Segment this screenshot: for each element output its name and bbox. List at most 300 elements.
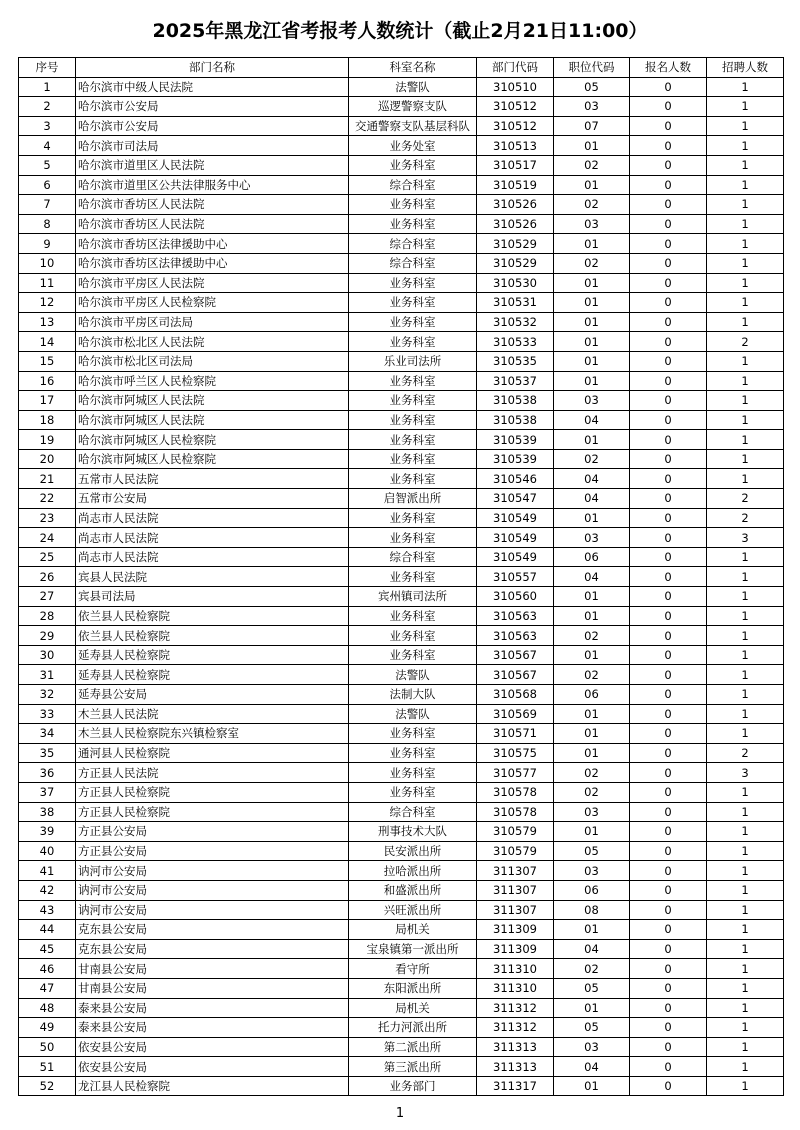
cell-applicants: 0 xyxy=(630,332,707,352)
cell-position-code: 06 xyxy=(554,547,630,567)
table-row xyxy=(19,587,784,607)
page-number: 1 xyxy=(395,1106,405,1121)
cell-applicants: 0 xyxy=(630,861,707,881)
cell-applicants: 0 xyxy=(630,253,707,273)
cell-department: 木兰县人民法院 xyxy=(76,704,349,724)
cell-seq: 35 xyxy=(19,743,76,763)
cell-hiring-count: 1 xyxy=(707,1057,784,1077)
cell-seq: 9 xyxy=(19,234,76,254)
cell-section: 综合科室 xyxy=(349,175,477,195)
cell-position-code: 05 xyxy=(554,841,630,861)
table-row xyxy=(19,547,784,567)
cell-applicants: 0 xyxy=(630,391,707,411)
cell-department: 哈尔滨市松北区司法局 xyxy=(76,351,349,371)
cell-applicants: 0 xyxy=(630,214,707,234)
cell-department: 方正县公安局 xyxy=(76,822,349,842)
cell-section: 托力河派出所 xyxy=(349,1018,477,1038)
cell-hiring-count: 1 xyxy=(707,116,784,136)
cell-dept-code: 310539 xyxy=(477,430,554,450)
cell-seq: 27 xyxy=(19,587,76,607)
cell-section: 宝泉镇第一派出所 xyxy=(349,939,477,959)
cell-hiring-count: 1 xyxy=(707,645,784,665)
cell-hiring-count: 1 xyxy=(707,782,784,802)
cell-section: 业务科室 xyxy=(349,606,477,626)
cell-section: 业务科室 xyxy=(349,293,477,313)
table-row xyxy=(19,606,784,626)
cell-department: 方正县人民法院 xyxy=(76,763,349,783)
table-row xyxy=(19,704,784,724)
cell-department: 方正县人民检察院 xyxy=(76,802,349,822)
cell-dept-code: 310526 xyxy=(477,195,554,215)
cell-position-code: 06 xyxy=(554,685,630,705)
cell-applicants: 0 xyxy=(630,567,707,587)
cell-applicants: 0 xyxy=(630,782,707,802)
cell-section: 综合科室 xyxy=(349,547,477,567)
cell-applicants: 0 xyxy=(630,547,707,567)
cell-department: 方正县人民检察院 xyxy=(76,782,349,802)
cell-seq: 17 xyxy=(19,391,76,411)
cell-hiring-count: 1 xyxy=(707,978,784,998)
cell-section: 综合科室 xyxy=(349,253,477,273)
cell-dept-code: 310577 xyxy=(477,763,554,783)
cell-hiring-count: 1 xyxy=(707,195,784,215)
cell-position-code: 03 xyxy=(554,528,630,548)
cell-department: 木兰县人民检察院东兴镇检察室 xyxy=(76,724,349,744)
cell-applicants: 0 xyxy=(630,234,707,254)
table-row xyxy=(19,880,784,900)
cell-department: 哈尔滨市平房区司法局 xyxy=(76,312,349,332)
cell-hiring-count: 2 xyxy=(707,332,784,352)
cell-position-code: 03 xyxy=(554,391,630,411)
table-row xyxy=(19,371,784,391)
header-dept-code: 部门代码 xyxy=(477,58,554,78)
cell-department: 五常市人民法院 xyxy=(76,469,349,489)
cell-hiring-count: 1 xyxy=(707,253,784,273)
cell-dept-code: 310532 xyxy=(477,312,554,332)
cell-seq: 2 xyxy=(19,97,76,117)
table-row xyxy=(19,939,784,959)
cell-hiring-count: 1 xyxy=(707,1037,784,1057)
table-row xyxy=(19,351,784,371)
cell-applicants: 0 xyxy=(630,685,707,705)
table-row xyxy=(19,332,784,352)
cell-hiring-count: 1 xyxy=(707,665,784,685)
cell-applicants: 0 xyxy=(630,489,707,509)
cell-seq: 34 xyxy=(19,724,76,744)
cell-position-code: 01 xyxy=(554,998,630,1018)
cell-department: 哈尔滨市司法局 xyxy=(76,136,349,156)
cell-dept-code: 310567 xyxy=(477,665,554,685)
cell-seq: 47 xyxy=(19,978,76,998)
cell-seq: 20 xyxy=(19,449,76,469)
table-row xyxy=(19,508,784,528)
cell-position-code: 02 xyxy=(554,626,630,646)
cell-dept-code: 310560 xyxy=(477,587,554,607)
cell-applicants: 0 xyxy=(630,430,707,450)
cell-department: 哈尔滨市中级人民法院 xyxy=(76,77,349,97)
cell-hiring-count: 1 xyxy=(707,959,784,979)
cell-position-code: 04 xyxy=(554,469,630,489)
cell-hiring-count: 1 xyxy=(707,97,784,117)
cell-section: 综合科室 xyxy=(349,234,477,254)
cell-section: 业务科室 xyxy=(349,449,477,469)
cell-hiring-count: 1 xyxy=(707,626,784,646)
cell-applicants: 0 xyxy=(630,528,707,548)
cell-section: 民安派出所 xyxy=(349,841,477,861)
cell-dept-code: 311309 xyxy=(477,920,554,940)
cell-hiring-count: 1 xyxy=(707,410,784,430)
cell-seq: 40 xyxy=(19,841,76,861)
cell-position-code: 02 xyxy=(554,959,630,979)
cell-hiring-count: 1 xyxy=(707,371,784,391)
cell-section: 第三派出所 xyxy=(349,1057,477,1077)
cell-section: 综合科室 xyxy=(349,802,477,822)
cell-dept-code: 310579 xyxy=(477,841,554,861)
cell-hiring-count: 3 xyxy=(707,528,784,548)
cell-dept-code: 310529 xyxy=(477,234,554,254)
cell-hiring-count: 1 xyxy=(707,293,784,313)
cell-position-code: 01 xyxy=(554,587,630,607)
cell-seq: 12 xyxy=(19,293,76,313)
table-row xyxy=(19,77,784,97)
table-row xyxy=(19,214,784,234)
cell-applicants: 0 xyxy=(630,312,707,332)
cell-seq: 44 xyxy=(19,920,76,940)
cell-section: 局机关 xyxy=(349,920,477,940)
cell-section: 业务科室 xyxy=(349,332,477,352)
cell-section: 第二派出所 xyxy=(349,1037,477,1057)
cell-dept-code: 310512 xyxy=(477,97,554,117)
cell-dept-code: 310569 xyxy=(477,704,554,724)
cell-applicants: 0 xyxy=(630,606,707,626)
table-row xyxy=(19,1076,784,1096)
page-title: 2025年黑龙江省考报考人数统计（截止2月21日11:00） xyxy=(152,20,648,42)
cell-seq: 28 xyxy=(19,606,76,626)
cell-applicants: 0 xyxy=(630,1076,707,1096)
cell-position-code: 02 xyxy=(554,253,630,273)
cell-hiring-count: 1 xyxy=(707,273,784,293)
cell-dept-code: 310547 xyxy=(477,489,554,509)
cell-position-code: 01 xyxy=(554,1076,630,1096)
cell-dept-code: 310549 xyxy=(477,547,554,567)
table-row xyxy=(19,528,784,548)
cell-applicants: 0 xyxy=(630,743,707,763)
cell-department: 尚志市人民法院 xyxy=(76,528,349,548)
cell-position-code: 01 xyxy=(554,293,630,313)
cell-applicants: 0 xyxy=(630,978,707,998)
cell-position-code: 03 xyxy=(554,214,630,234)
cell-seq: 7 xyxy=(19,195,76,215)
cell-seq: 3 xyxy=(19,116,76,136)
cell-section: 业务科室 xyxy=(349,195,477,215)
table-row xyxy=(19,998,784,1018)
cell-applicants: 0 xyxy=(630,175,707,195)
cell-department: 哈尔滨市道里区公共法律服务中心 xyxy=(76,175,349,195)
cell-dept-code: 310530 xyxy=(477,273,554,293)
cell-section: 业务科室 xyxy=(349,626,477,646)
header-section: 科室名称 xyxy=(349,58,477,78)
table-row xyxy=(19,234,784,254)
cell-dept-code: 310563 xyxy=(477,626,554,646)
cell-applicants: 0 xyxy=(630,1037,707,1057)
cell-dept-code: 310567 xyxy=(477,645,554,665)
table-row xyxy=(19,1018,784,1038)
cell-dept-code: 310533 xyxy=(477,332,554,352)
cell-hiring-count: 1 xyxy=(707,312,784,332)
cell-position-code: 06 xyxy=(554,880,630,900)
table-row xyxy=(19,97,784,117)
cell-dept-code: 310571 xyxy=(477,724,554,744)
cell-hiring-count: 1 xyxy=(707,841,784,861)
cell-applicants: 0 xyxy=(630,802,707,822)
cell-seq: 38 xyxy=(19,802,76,822)
cell-department: 宾县人民法院 xyxy=(76,567,349,587)
registration-table xyxy=(18,57,784,1096)
cell-position-code: 03 xyxy=(554,861,630,881)
cell-department: 宾县司法局 xyxy=(76,587,349,607)
cell-department: 克东县公安局 xyxy=(76,920,349,940)
cell-dept-code: 310578 xyxy=(477,782,554,802)
cell-section: 业务科室 xyxy=(349,410,477,430)
table-row xyxy=(19,253,784,273)
cell-hiring-count: 1 xyxy=(707,155,784,175)
cell-applicants: 0 xyxy=(630,273,707,293)
cell-section: 法制大队 xyxy=(349,685,477,705)
cell-applicants: 0 xyxy=(630,626,707,646)
cell-dept-code: 311312 xyxy=(477,998,554,1018)
cell-applicants: 0 xyxy=(630,645,707,665)
cell-dept-code: 310563 xyxy=(477,606,554,626)
table-row xyxy=(19,391,784,411)
cell-applicants: 0 xyxy=(630,587,707,607)
cell-dept-code: 310529 xyxy=(477,253,554,273)
cell-hiring-count: 1 xyxy=(707,391,784,411)
cell-section: 业务部门 xyxy=(349,1076,477,1096)
cell-position-code: 03 xyxy=(554,97,630,117)
cell-department: 方正县公安局 xyxy=(76,841,349,861)
cell-dept-code: 311310 xyxy=(477,978,554,998)
cell-seq: 14 xyxy=(19,332,76,352)
header-applicants: 报名人数 xyxy=(630,58,707,78)
cell-seq: 30 xyxy=(19,645,76,665)
cell-department: 克东县公安局 xyxy=(76,939,349,959)
cell-department: 讷河市公安局 xyxy=(76,880,349,900)
cell-position-code: 01 xyxy=(554,822,630,842)
cell-hiring-count: 1 xyxy=(707,234,784,254)
table-row xyxy=(19,136,784,156)
cell-applicants: 0 xyxy=(630,410,707,430)
cell-section: 拉哈派出所 xyxy=(349,861,477,881)
cell-position-code: 02 xyxy=(554,195,630,215)
cell-position-code: 07 xyxy=(554,116,630,136)
table-row xyxy=(19,1057,784,1077)
cell-position-code: 05 xyxy=(554,1018,630,1038)
cell-hiring-count: 1 xyxy=(707,685,784,705)
cell-applicants: 0 xyxy=(630,449,707,469)
cell-hiring-count: 1 xyxy=(707,1018,784,1038)
cell-section: 业务科室 xyxy=(349,567,477,587)
cell-applicants: 0 xyxy=(630,763,707,783)
cell-department: 哈尔滨市呼兰区人民检察院 xyxy=(76,371,349,391)
cell-position-code: 08 xyxy=(554,900,630,920)
cell-seq: 31 xyxy=(19,665,76,685)
cell-position-code: 01 xyxy=(554,332,630,352)
cell-section: 业务科室 xyxy=(349,528,477,548)
cell-position-code: 01 xyxy=(554,351,630,371)
cell-dept-code: 311310 xyxy=(477,959,554,979)
cell-department: 哈尔滨市香坊区法律援助中心 xyxy=(76,234,349,254)
cell-section: 启智派出所 xyxy=(349,489,477,509)
cell-dept-code: 310557 xyxy=(477,567,554,587)
cell-department: 延寿县人民检察院 xyxy=(76,645,349,665)
cell-position-code: 01 xyxy=(554,704,630,724)
cell-department: 甘南县公安局 xyxy=(76,978,349,998)
table-row xyxy=(19,567,784,587)
cell-department: 泰来县公安局 xyxy=(76,998,349,1018)
cell-applicants: 0 xyxy=(630,998,707,1018)
cell-dept-code: 310538 xyxy=(477,391,554,411)
cell-department: 延寿县公安局 xyxy=(76,685,349,705)
cell-hiring-count: 1 xyxy=(707,606,784,626)
cell-seq: 15 xyxy=(19,351,76,371)
cell-seq: 1 xyxy=(19,77,76,97)
cell-section: 巡逻警察支队 xyxy=(349,97,477,117)
cell-dept-code: 311313 xyxy=(477,1037,554,1057)
cell-position-code: 02 xyxy=(554,449,630,469)
table-row xyxy=(19,841,784,861)
cell-applicants: 0 xyxy=(630,1018,707,1038)
cell-applicants: 0 xyxy=(630,77,707,97)
cell-position-code: 01 xyxy=(554,743,630,763)
cell-position-code: 01 xyxy=(554,136,630,156)
cell-hiring-count: 1 xyxy=(707,802,784,822)
cell-hiring-count: 2 xyxy=(707,508,784,528)
cell-department: 依兰县人民检察院 xyxy=(76,606,349,626)
cell-section: 乐业司法所 xyxy=(349,351,477,371)
table-row xyxy=(19,195,784,215)
table-row xyxy=(19,861,784,881)
cell-hiring-count: 1 xyxy=(707,567,784,587)
cell-dept-code: 310512 xyxy=(477,116,554,136)
cell-department: 哈尔滨市平房区人民法院 xyxy=(76,273,349,293)
cell-applicants: 0 xyxy=(630,508,707,528)
cell-section: 业务科室 xyxy=(349,508,477,528)
cell-section: 业务科室 xyxy=(349,782,477,802)
cell-seq: 43 xyxy=(19,900,76,920)
cell-dept-code: 310546 xyxy=(477,469,554,489)
header-department: 部门名称 xyxy=(76,58,349,78)
cell-dept-code: 311307 xyxy=(477,900,554,920)
cell-dept-code: 310549 xyxy=(477,508,554,528)
cell-hiring-count: 1 xyxy=(707,704,784,724)
cell-position-code: 04 xyxy=(554,489,630,509)
cell-applicants: 0 xyxy=(630,665,707,685)
cell-seq: 10 xyxy=(19,253,76,273)
cell-applicants: 0 xyxy=(630,841,707,861)
cell-department: 尚志市人民法院 xyxy=(76,508,349,528)
cell-department: 哈尔滨市公安局 xyxy=(76,97,349,117)
cell-hiring-count: 1 xyxy=(707,1076,784,1096)
cell-position-code: 02 xyxy=(554,782,630,802)
cell-seq: 13 xyxy=(19,312,76,332)
cell-seq: 50 xyxy=(19,1037,76,1057)
cell-department: 尚志市人民法院 xyxy=(76,547,349,567)
cell-position-code: 04 xyxy=(554,939,630,959)
cell-applicants: 0 xyxy=(630,136,707,156)
cell-applicants: 0 xyxy=(630,371,707,391)
cell-position-code: 05 xyxy=(554,978,630,998)
cell-seq: 16 xyxy=(19,371,76,391)
cell-applicants: 0 xyxy=(630,900,707,920)
cell-section: 业务科室 xyxy=(349,214,477,234)
cell-position-code: 05 xyxy=(554,77,630,97)
cell-seq: 52 xyxy=(19,1076,76,1096)
cell-department: 通河县人民检察院 xyxy=(76,743,349,763)
cell-position-code: 01 xyxy=(554,645,630,665)
table-row xyxy=(19,900,784,920)
cell-position-code: 02 xyxy=(554,155,630,175)
cell-hiring-count: 1 xyxy=(707,822,784,842)
cell-position-code: 04 xyxy=(554,567,630,587)
cell-position-code: 03 xyxy=(554,1037,630,1057)
cell-section: 法警队 xyxy=(349,704,477,724)
cell-department: 哈尔滨市阿城区人民检察院 xyxy=(76,449,349,469)
cell-section: 看守所 xyxy=(349,959,477,979)
header-seq: 序号 xyxy=(19,58,76,78)
cell-applicants: 0 xyxy=(630,195,707,215)
table-row xyxy=(19,920,784,940)
cell-dept-code: 310538 xyxy=(477,410,554,430)
cell-department: 依兰县人民检察院 xyxy=(76,626,349,646)
cell-position-code: 01 xyxy=(554,273,630,293)
cell-hiring-count: 1 xyxy=(707,920,784,940)
cell-hiring-count: 1 xyxy=(707,430,784,450)
cell-section: 兴旺派出所 xyxy=(349,900,477,920)
header-position-code: 职位代码 xyxy=(554,58,630,78)
cell-seq: 21 xyxy=(19,469,76,489)
table-row xyxy=(19,293,784,313)
cell-dept-code: 311307 xyxy=(477,861,554,881)
cell-dept-code: 310537 xyxy=(477,371,554,391)
cell-position-code: 01 xyxy=(554,920,630,940)
cell-dept-code: 310568 xyxy=(477,685,554,705)
cell-applicants: 0 xyxy=(630,469,707,489)
cell-hiring-count: 1 xyxy=(707,214,784,234)
cell-applicants: 0 xyxy=(630,351,707,371)
cell-dept-code: 310535 xyxy=(477,351,554,371)
cell-dept-code: 311309 xyxy=(477,939,554,959)
cell-seq: 29 xyxy=(19,626,76,646)
cell-applicants: 0 xyxy=(630,724,707,744)
cell-position-code: 03 xyxy=(554,802,630,822)
table-row xyxy=(19,665,784,685)
cell-dept-code: 310519 xyxy=(477,175,554,195)
cell-applicants: 0 xyxy=(630,97,707,117)
cell-department: 依安县公安局 xyxy=(76,1057,349,1077)
cell-hiring-count: 1 xyxy=(707,587,784,607)
cell-applicants: 0 xyxy=(630,920,707,940)
cell-seq: 39 xyxy=(19,822,76,842)
cell-department: 哈尔滨市香坊区法律援助中心 xyxy=(76,253,349,273)
cell-section: 法警队 xyxy=(349,77,477,97)
cell-seq: 25 xyxy=(19,547,76,567)
cell-hiring-count: 1 xyxy=(707,861,784,881)
cell-seq: 46 xyxy=(19,959,76,979)
cell-section: 业务科室 xyxy=(349,469,477,489)
cell-department: 五常市公安局 xyxy=(76,489,349,509)
cell-hiring-count: 1 xyxy=(707,136,784,156)
cell-position-code: 01 xyxy=(554,175,630,195)
